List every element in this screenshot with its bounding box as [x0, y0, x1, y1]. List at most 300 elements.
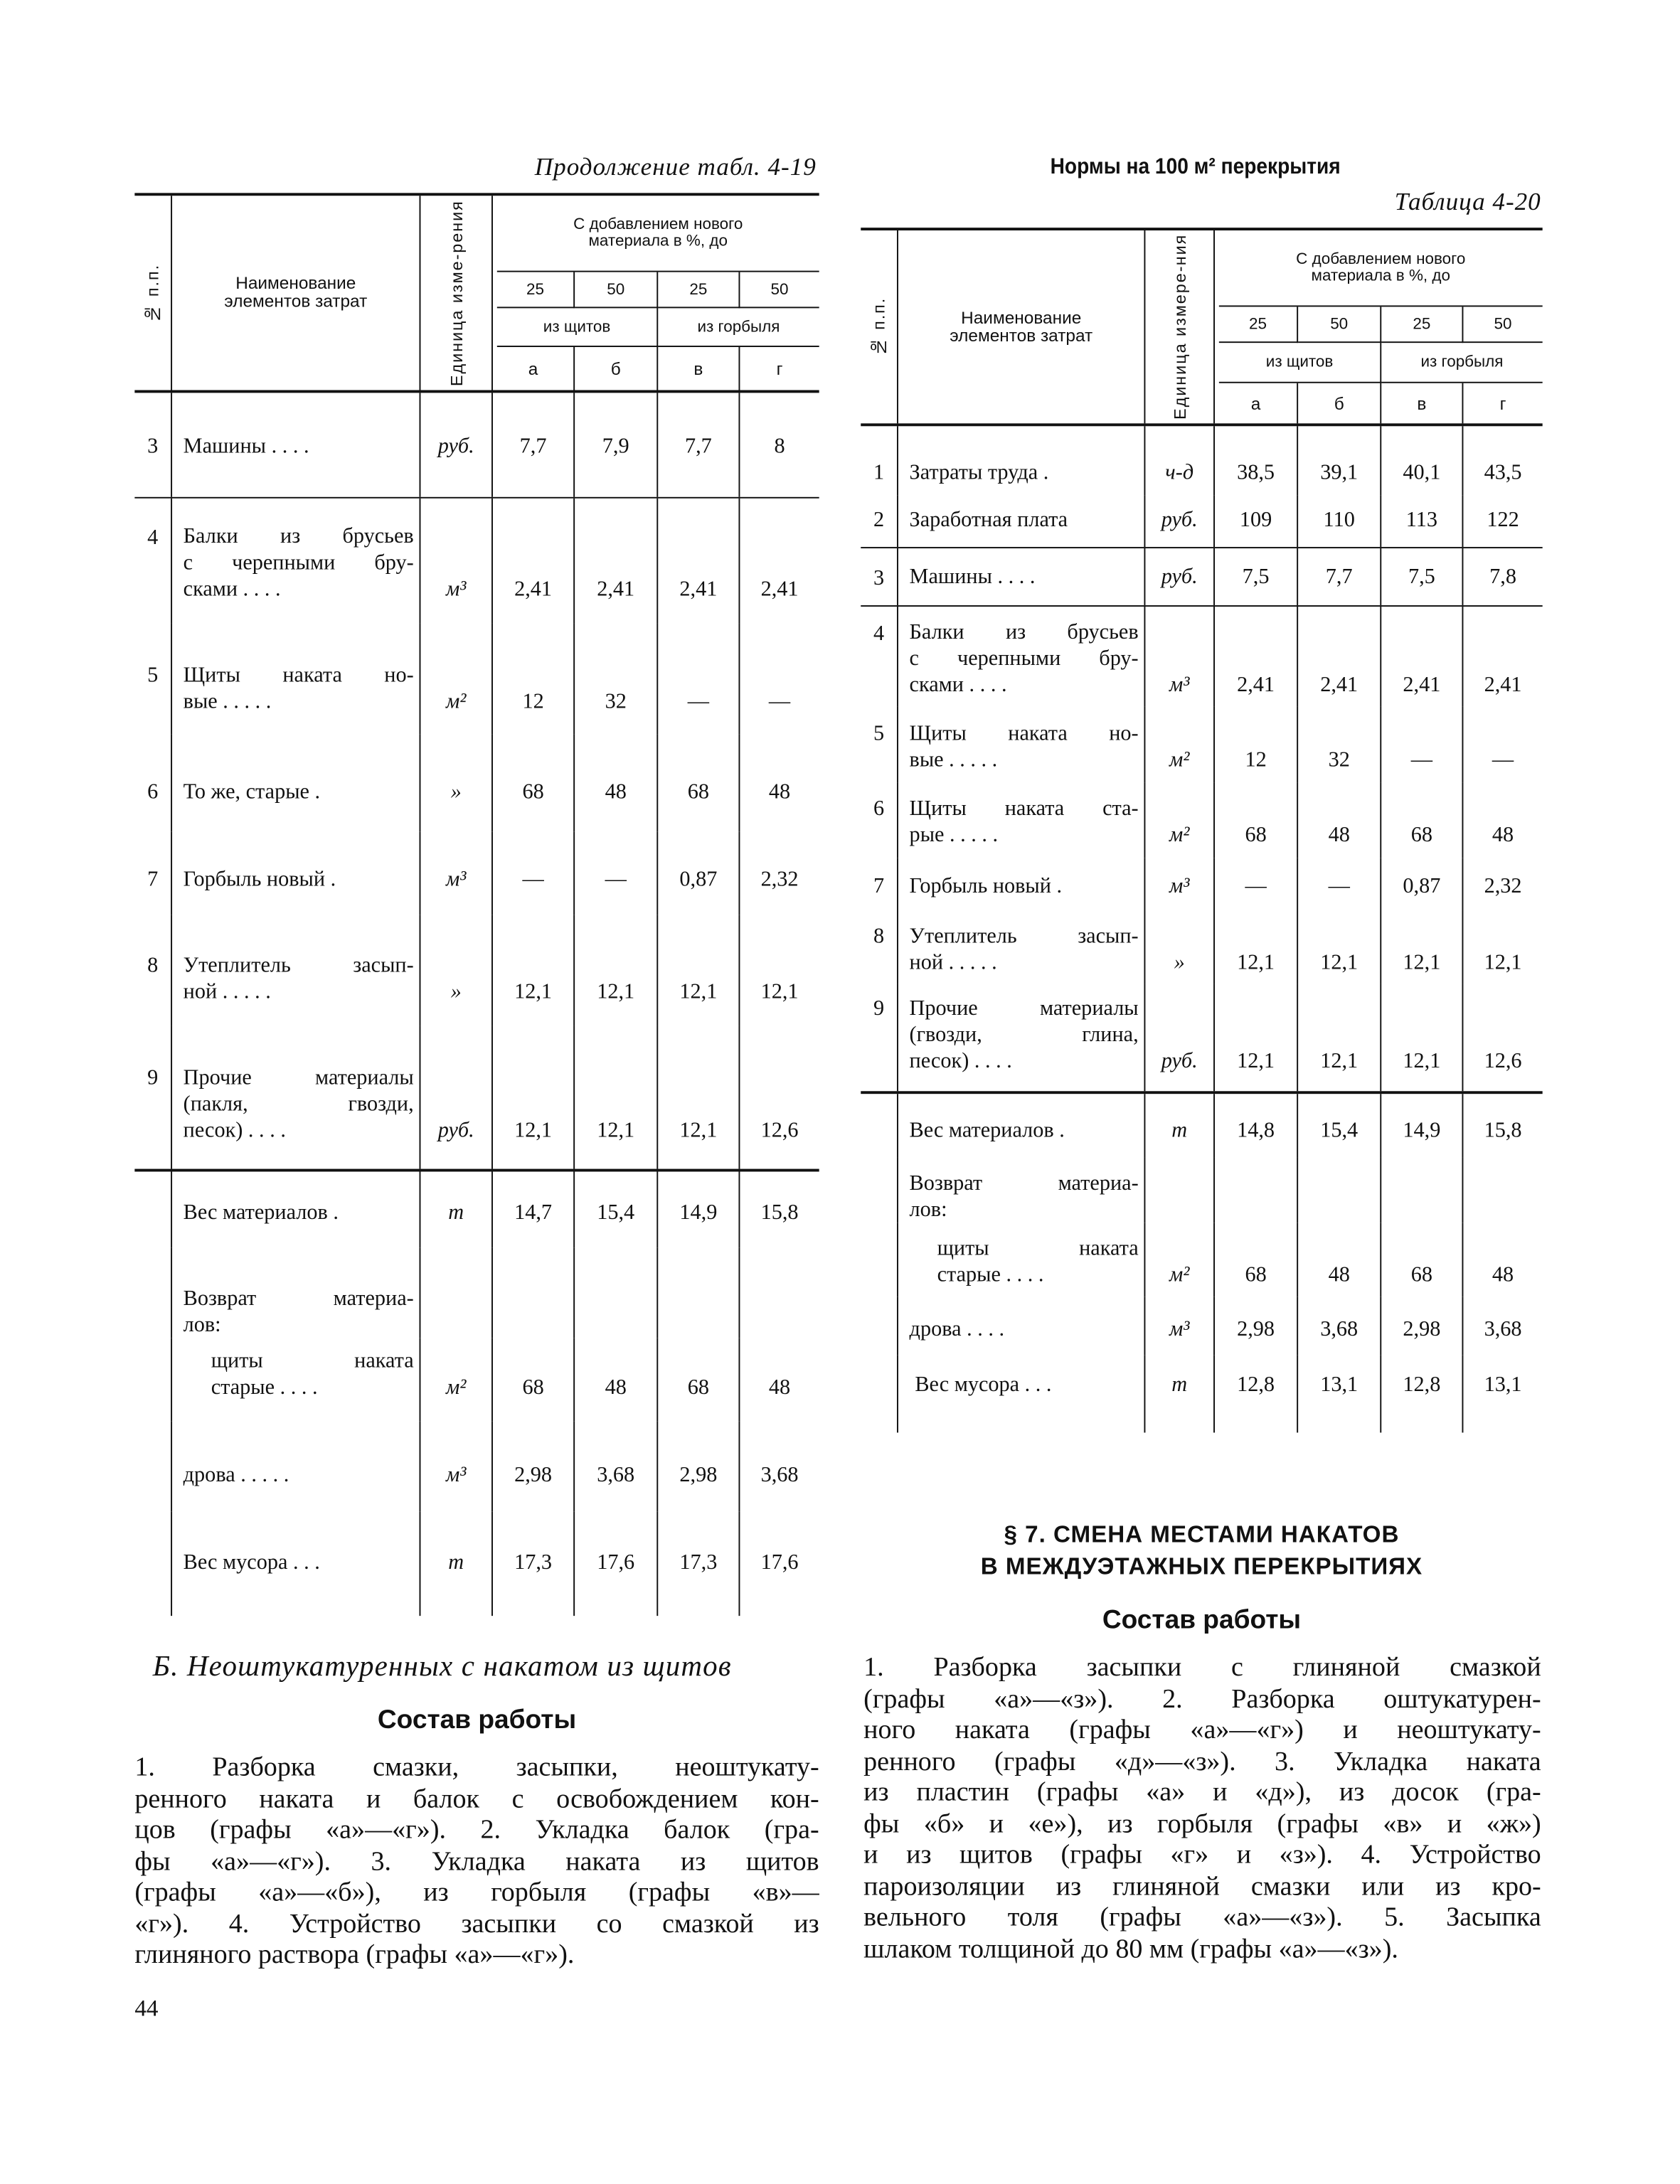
row-name-line: Горбыль новый .	[183, 868, 336, 892]
row-name	[172, 735, 420, 832]
row-name	[898, 1296, 1145, 1355]
row-name	[172, 1248, 420, 1338]
header-number-cell	[134, 196, 172, 390]
table-row	[861, 496, 1542, 547]
row-value-в: 12,1	[1381, 984, 1463, 1091]
table-row	[134, 1169, 819, 1248]
header-name-cell	[172, 196, 420, 390]
row-number: 9	[134, 1026, 172, 1169]
row-unit: »	[420, 735, 493, 832]
row-name-lines	[184, 779, 414, 805]
row-unit: »	[420, 915, 493, 1026]
text-line: из пластин (графы «а» и «д»), из досок (гра-	[863, 1778, 1541, 1808]
row-name-line: Возврат материа-	[183, 1287, 414, 1311]
row-number: 4	[134, 499, 172, 624]
row-value-в: 2,41	[658, 499, 740, 624]
row-value-б: 12,1	[1298, 984, 1381, 1091]
table-row	[134, 1248, 819, 1338]
row-name	[172, 1338, 420, 1422]
row-name-line: Утеплитель засып-	[183, 954, 414, 978]
row-name-line: Вес мусора . . .	[915, 1373, 1052, 1397]
header-percent: 50	[575, 272, 658, 309]
row-number: 9	[861, 984, 898, 1091]
header-percent: 50	[740, 272, 819, 309]
row-name-lines	[184, 433, 414, 459]
row-value-б: 2,41	[575, 499, 658, 624]
row-value-в	[1381, 1158, 1463, 1223]
work-composition-title-left: Состав работы	[377, 1706, 577, 1735]
row-value-б: 2,41	[1298, 607, 1381, 707]
row-value-а: 109	[1215, 496, 1298, 547]
section-heading	[861, 1518, 1542, 1582]
row-name	[898, 426, 1145, 496]
row-unit: руб.	[1145, 496, 1215, 547]
row-value-б: —	[1298, 858, 1381, 910]
row-name-line: старые . . . .	[937, 1263, 1044, 1287]
row-value-в: —	[1381, 707, 1463, 783]
row-value-в: 2,98	[1381, 1296, 1463, 1355]
row-unit: »	[1145, 911, 1215, 984]
row-name	[172, 915, 420, 1026]
row-number	[861, 1158, 898, 1223]
row-value-а: 14,7	[493, 1171, 575, 1247]
table-4-20	[861, 228, 1542, 1432]
row-value-в: 14,9	[1381, 1094, 1463, 1158]
row-value-г: 2,41	[1484, 673, 1522, 697]
header-column-letter: в	[1381, 383, 1463, 424]
row-unit: руб.	[420, 393, 493, 496]
row-name-line: щиты наката	[211, 1349, 414, 1373]
row-name-lines	[910, 795, 1139, 848]
table-row	[861, 858, 1542, 910]
row-name	[172, 831, 420, 915]
table-row	[861, 426, 1542, 496]
row-number	[861, 1296, 898, 1355]
text-line: ренного (графы «д»—«з»). 3. Укладка наката	[863, 1747, 1541, 1777]
row-value-а: 2,98	[493, 1422, 575, 1512]
row-value-в: 68	[1381, 1223, 1463, 1296]
text-line: пароизоляции из глиняной смазки или из кро-	[863, 1872, 1541, 1902]
row-unit: м³	[420, 499, 493, 624]
header-group-line: материала в %, до	[1311, 267, 1450, 285]
row-unit	[420, 1248, 493, 1338]
row-name	[172, 623, 420, 734]
row-name-line: Горбыль новый .	[909, 874, 1063, 898]
row-value-г: 3,68	[760, 1463, 799, 1487]
row-value-в: 68	[1381, 783, 1463, 858]
row-value-а: 17,3	[493, 1512, 575, 1616]
text-line: 1. Разборка смазки, засыпки, неоштукату-	[134, 1753, 819, 1783]
row-name-line: сками . . . .	[909, 673, 1007, 697]
row-name-lines	[910, 873, 1139, 900]
row-name-line: вые . . . . .	[909, 748, 998, 772]
row-name	[898, 984, 1145, 1091]
header-percent: 25	[1219, 307, 1298, 343]
header-percent: 25	[1381, 307, 1463, 343]
row-value-г: 12,1	[1484, 951, 1522, 975]
row-value-б: 32	[1298, 707, 1381, 783]
norms-title: Нормы на 100 м² перекрытия	[1050, 155, 1341, 179]
row-name-line: дрова . . . . .	[183, 1463, 289, 1487]
row-value-б: 48	[575, 735, 658, 832]
header-number-cell	[861, 230, 898, 423]
row-unit: руб.	[1145, 984, 1215, 1091]
row-value-б: 48	[575, 1338, 658, 1422]
row-name-line: рые . . . . .	[909, 823, 999, 847]
row-value-в: 7,7	[658, 393, 740, 496]
header-source: из горбыля	[1381, 343, 1542, 383]
header-name-line: элементов затрат	[224, 291, 368, 311]
header-group-cell	[497, 196, 819, 272]
row-name-lines	[937, 1235, 1139, 1288]
row-unit: м²	[1145, 1223, 1215, 1296]
row-name	[898, 1158, 1145, 1223]
row-name-lines	[184, 523, 414, 602]
row-name-line: Вес материалов .	[909, 1119, 1065, 1143]
row-value-б	[575, 1248, 658, 1338]
section-heading-line: В МЕЖДУЭТАЖНЫХ ПЕРЕКРЫТИЯХ	[980, 1553, 1423, 1580]
header-name-cell	[898, 230, 1145, 423]
row-name-line: Балки из брусьев	[183, 524, 414, 549]
row-name	[172, 393, 420, 496]
row-unit: м³	[1145, 1296, 1215, 1355]
row-name	[898, 783, 1145, 858]
row-value-б: 3,68	[575, 1422, 658, 1512]
table-row	[861, 1158, 1542, 1223]
row-number: 5	[861, 707, 898, 783]
row-name-line: Возврат материа-	[909, 1171, 1139, 1195]
row-value-б: 7,9	[575, 393, 658, 496]
header-name-line: элементов затрат	[950, 325, 1093, 346]
row-name-line: Машины . . . .	[183, 434, 309, 459]
row-name-lines	[910, 564, 1139, 590]
row-name-lines	[184, 866, 414, 893]
row-value-в: 12,8	[1381, 1355, 1463, 1432]
row-name-line: Затраты труда .	[909, 461, 1049, 485]
row-value-а: —	[1215, 858, 1298, 910]
row-value-в: 0,87	[658, 831, 740, 915]
row-name-lines	[184, 1200, 414, 1226]
table-row	[861, 707, 1542, 783]
row-unit: м²	[420, 1338, 493, 1422]
row-number: 8	[861, 911, 898, 984]
header-unit-label	[448, 200, 464, 386]
row-value-г: 2,32	[760, 868, 799, 892]
header-unit-label	[1171, 234, 1188, 420]
header-unit-line: Единица измере-	[1169, 265, 1189, 420]
row-name-line: Щиты наката но-	[909, 722, 1139, 746]
row-value-а: 68	[493, 735, 575, 832]
table-4-19-continued	[134, 193, 819, 1616]
header-column-letter: а	[1215, 383, 1298, 424]
text-line: вельного толя (графы «а»—«з»). 5. Засыпка	[863, 1903, 1541, 1933]
row-number	[861, 1355, 898, 1432]
text-line: цов (графы «а»—«г»). 2. Укладка балок (гра-	[134, 1816, 819, 1845]
row-value-а: —	[493, 831, 575, 915]
row-value-а	[1215, 1158, 1298, 1223]
row-number	[134, 1422, 172, 1512]
row-number	[861, 1223, 898, 1296]
row-value-в: 68	[658, 1338, 740, 1422]
row-name-line: старые . . . .	[211, 1375, 318, 1400]
row-value-г: 3,68	[1484, 1317, 1522, 1341]
table-row	[861, 911, 1542, 984]
work-composition-text-right	[863, 1653, 1541, 1966]
row-name-line: песок) . . . .	[183, 1119, 286, 1143]
table-row	[861, 984, 1542, 1091]
row-value-в: 2,41	[1381, 607, 1463, 707]
row-number	[134, 1248, 172, 1338]
row-number	[134, 1338, 172, 1422]
row-name	[172, 1422, 420, 1512]
row-name-line: Щиты наката ста-	[909, 797, 1139, 821]
text-line: (графы «а»—«б»), из горбыля (графы «в»—	[134, 1878, 819, 1908]
row-value-г: 43,5	[1484, 461, 1522, 485]
row-name-line: с черепными бру-	[909, 646, 1139, 671]
row-name-lines	[184, 662, 414, 715]
row-value-г: 48	[768, 780, 791, 804]
row-value-в: 0,87	[1381, 858, 1463, 910]
row-name-lines	[211, 1348, 414, 1400]
row-value-а: 68	[493, 1338, 575, 1422]
row-name-line: сками . . . .	[183, 577, 281, 602]
table-row	[134, 735, 819, 832]
header-unit-line: рения	[446, 199, 466, 253]
row-number: 4	[861, 607, 898, 707]
row-value-а: 14,8	[1215, 1094, 1298, 1158]
text-line: (графы «а»—«з»). 2. Разборка оштукатурен-	[863, 1684, 1541, 1714]
subsection-heading: Б. Неоштукатуренных с накатом из щитов	[152, 1648, 732, 1683]
row-value-г: 2,32	[1484, 874, 1522, 898]
row-value-б: —	[575, 831, 658, 915]
row-value-в: —	[658, 623, 740, 734]
table-row	[134, 497, 819, 624]
row-name-lines	[184, 1461, 414, 1488]
row-name-line: Балки из брусьев	[909, 620, 1139, 644]
row-value-б: 17,6	[575, 1512, 658, 1616]
text-line: ренного наката и балок с освобождением кон-	[134, 1784, 819, 1814]
text-line: «г»). 4. Устройство засыпки со смазкой из	[134, 1909, 819, 1939]
row-value-г: 48	[1492, 1263, 1514, 1287]
table-row	[861, 1091, 1542, 1158]
header-name-line: Наименование	[961, 307, 1082, 327]
row-value-г: 2,41	[760, 577, 799, 602]
row-name-line: (гвозди, глина,	[909, 1023, 1139, 1047]
row-value-г	[1463, 1158, 1542, 1223]
row-name-line: ной . . . . .	[909, 951, 997, 975]
table-row	[861, 783, 1542, 858]
row-name-line: Прочие материалы	[909, 996, 1139, 1021]
header-percent: 50	[1298, 307, 1381, 343]
row-name-line: То же, старые .	[183, 780, 321, 804]
row-value-а: 68	[1215, 783, 1298, 858]
row-number: 6	[861, 783, 898, 858]
row-value-б: 39,1	[1298, 426, 1381, 496]
row-value-а: 12	[493, 623, 575, 734]
row-value-б: 12,1	[575, 915, 658, 1026]
header-source: из щитов	[497, 308, 658, 347]
header-unit-cell	[1145, 230, 1215, 423]
row-name	[172, 1026, 420, 1169]
row-value-г: 13,1	[1484, 1373, 1522, 1397]
header-group-line: С добавлением нового	[573, 216, 743, 233]
table-row	[134, 831, 819, 915]
row-value-а: 12,1	[493, 915, 575, 1026]
row-value-г	[740, 1248, 819, 1338]
row-name-line: лов:	[183, 1313, 221, 1337]
row-value-г: 17,6	[760, 1550, 799, 1575]
row-unit: м³	[420, 831, 493, 915]
header-source: из щитов	[1219, 343, 1381, 383]
row-name-line: Машины . . . .	[909, 565, 1036, 589]
row-value-в: 68	[658, 735, 740, 832]
row-name	[172, 499, 420, 624]
row-number: 3	[134, 393, 172, 496]
table-caption: Таблица 4-20	[1394, 187, 1541, 215]
row-value-в: 12,1	[658, 915, 740, 1026]
header-unit-line: ния	[1169, 233, 1189, 266]
table-continuation-caption: Продолжение табл. 4-19	[534, 152, 817, 181]
row-name-lines	[910, 506, 1139, 533]
row-name-lines	[910, 1316, 1139, 1342]
row-value-в: 7,5	[1381, 548, 1463, 605]
row-value-б: 48	[1298, 783, 1381, 858]
text-line: шлаком толщиной до 80 мм (графы «а»—«з»).	[863, 1934, 1398, 1964]
header-column-letter: г	[776, 358, 783, 378]
row-value-в: 12,1	[1381, 911, 1463, 984]
row-value-г: 48	[1492, 823, 1514, 847]
row-name-line: с черепными бру-	[183, 550, 414, 575]
row-name	[172, 1512, 420, 1616]
row-name-lines	[184, 1286, 414, 1338]
row-value-г: 12,6	[1484, 1049, 1522, 1073]
row-name-lines	[184, 952, 414, 1005]
row-value-б	[1298, 1158, 1381, 1223]
header-unit-line: Единица изме-	[446, 252, 466, 386]
row-name-lines	[915, 1372, 1138, 1398]
row-unit: м³	[1145, 607, 1215, 707]
row-unit: т	[1145, 1355, 1215, 1432]
row-number: 3	[861, 548, 898, 605]
row-value-г: 15,8	[760, 1200, 799, 1225]
row-name-lines	[910, 996, 1139, 1075]
table-row	[861, 1355, 1542, 1432]
row-name-line: (пакля, гвозди,	[183, 1092, 414, 1117]
text-line: фы «а»—«г»). 3. Укладка наката из щитов	[134, 1847, 819, 1877]
row-unit: м²	[420, 623, 493, 734]
row-name-line: ной . . . . .	[183, 980, 271, 1004]
row-value-б: 3,68	[1298, 1296, 1381, 1355]
row-name-line: щиты наката	[937, 1237, 1139, 1261]
row-number: 7	[861, 858, 898, 910]
row-name	[898, 911, 1145, 984]
row-name	[898, 707, 1145, 783]
row-value-а: 2,98	[1215, 1296, 1298, 1355]
row-unit: м²	[1145, 783, 1215, 858]
header-column-letter: б	[1298, 383, 1381, 424]
header-number-label: № п.п.	[143, 262, 163, 323]
row-name-lines	[910, 720, 1139, 773]
row-name	[898, 607, 1145, 707]
row-value-а: 2,41	[1215, 607, 1298, 707]
row-unit: руб.	[420, 1026, 493, 1169]
table-row	[134, 393, 819, 496]
row-name-line: Утеплитель засып-	[909, 925, 1139, 949]
row-value-г: 12,1	[760, 980, 799, 1004]
row-name-lines	[184, 1549, 414, 1575]
row-number	[134, 1512, 172, 1616]
row-unit: м³	[420, 1422, 493, 1512]
row-value-б: 32	[575, 623, 658, 734]
table-row	[861, 605, 1542, 706]
row-name-lines	[910, 1117, 1139, 1144]
row-value-г: —	[1492, 748, 1514, 772]
row-name	[898, 1355, 1145, 1432]
text-line: и из щитов (графы «г» и «з»). 4. Устройство	[863, 1841, 1541, 1870]
row-name-line: Заработная плата	[909, 508, 1068, 532]
table-row	[134, 915, 819, 1026]
row-value-в: 12,1	[658, 1026, 740, 1169]
row-value-г: 48	[768, 1375, 791, 1400]
row-number: 8	[134, 915, 172, 1026]
section-heading-line: § 7. СМЕНА МЕСТАМИ НАКАТОВ	[1004, 1521, 1400, 1548]
row-value-в: 14,9	[658, 1171, 740, 1247]
row-value-г: —	[768, 690, 791, 714]
row-value-а: 7,7	[493, 393, 575, 496]
header-group-cell	[1219, 230, 1543, 307]
header-column-letter: а	[493, 347, 575, 390]
row-value-б: 12,1	[1298, 911, 1381, 984]
row-name	[172, 1171, 420, 1247]
page-number: 44	[134, 1995, 159, 2022]
row-number: 1	[861, 426, 898, 496]
row-value-б: 110	[1298, 496, 1381, 547]
row-name-line: лов:	[909, 1198, 947, 1222]
row-value-в: 2,98	[658, 1422, 740, 1512]
row-name-line: Прочие материалы	[183, 1066, 414, 1090]
row-name-line: вые . . . . .	[183, 690, 272, 714]
row-value-а	[493, 1248, 575, 1338]
row-value-б: 7,7	[1298, 548, 1381, 605]
header-column-letter: в	[658, 347, 740, 390]
row-value-а: 12,1	[493, 1026, 575, 1169]
row-number	[134, 1171, 172, 1247]
row-value-а: 12,8	[1215, 1355, 1298, 1432]
header-unit-cell	[420, 196, 493, 390]
row-value-б: 48	[1298, 1223, 1381, 1296]
row-value-г: 122	[1487, 508, 1519, 532]
row-value-в: 40,1	[1381, 426, 1463, 496]
row-number	[861, 1094, 898, 1158]
row-unit: м³	[1145, 858, 1215, 910]
header-percent: 25	[658, 272, 740, 309]
row-name-lines	[910, 459, 1139, 486]
work-composition-title-right: Состав работы	[1102, 1606, 1302, 1636]
header-percent: 25	[497, 272, 575, 309]
row-name-line: Щиты наката но-	[183, 664, 414, 688]
row-value-а: 68	[1215, 1223, 1298, 1296]
text-line: фы «б» и «е»), из горбыля (графы «в» и «ж»)	[863, 1809, 1541, 1839]
row-name-line: Вес материалов .	[183, 1200, 339, 1225]
row-value-а: 12	[1215, 707, 1298, 783]
table-row	[134, 1338, 819, 1422]
table-row	[134, 623, 819, 734]
table-row	[861, 1296, 1542, 1355]
row-value-в	[658, 1248, 740, 1338]
row-value-б: 12,1	[575, 1026, 658, 1169]
row-value-г: 7,8	[1489, 565, 1516, 589]
row-value-а: 12,1	[1215, 984, 1298, 1091]
